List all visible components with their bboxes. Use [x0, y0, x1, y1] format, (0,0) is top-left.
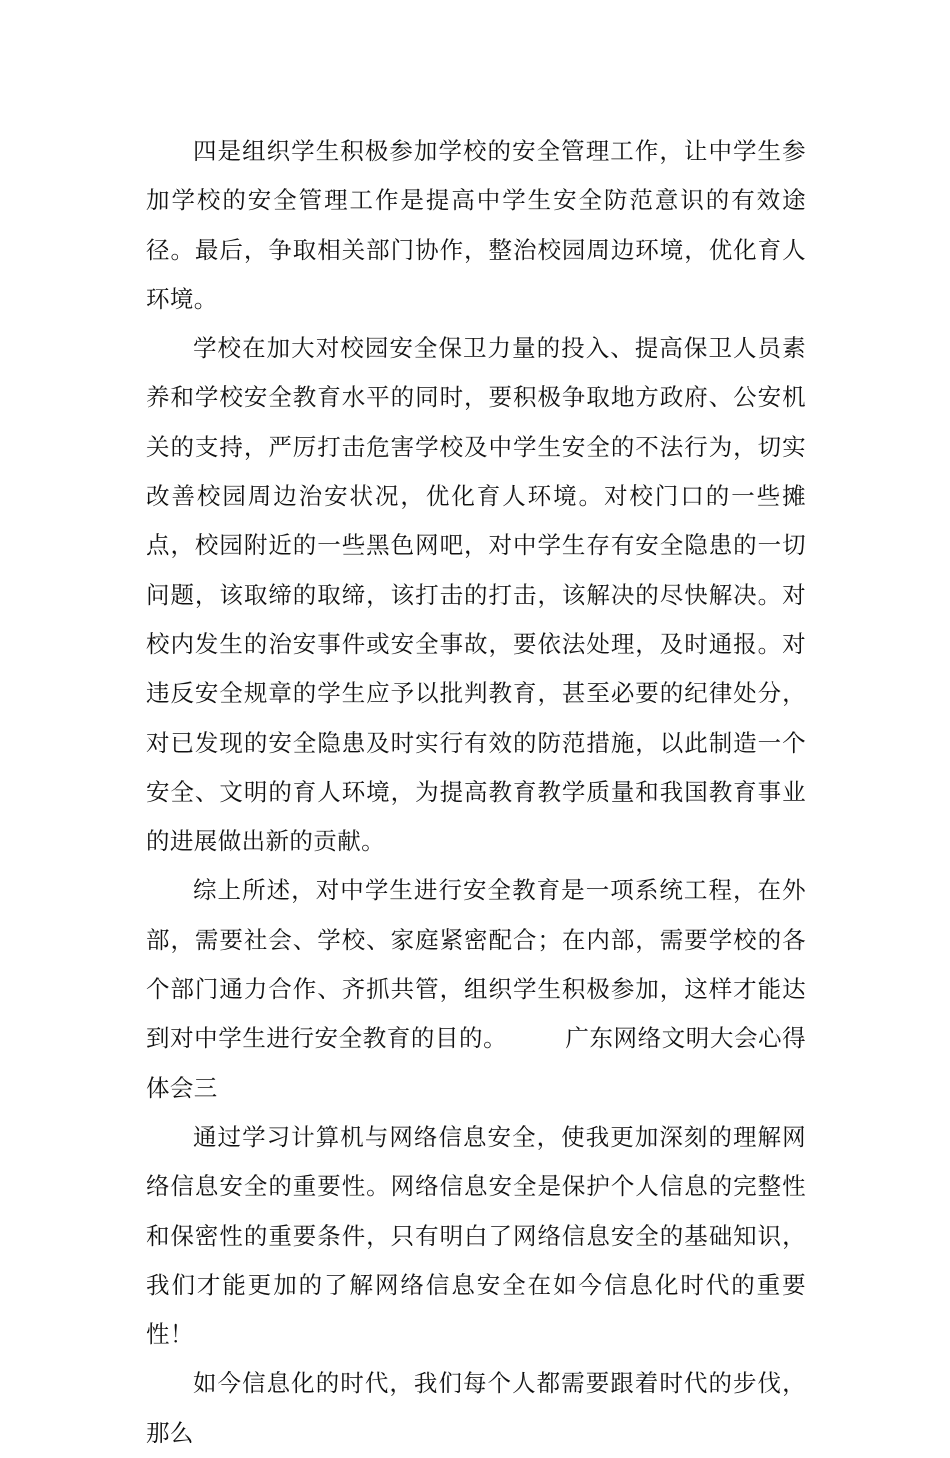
section-heading: 广东网络文明大会心得体会三: [146, 1024, 807, 1102]
paragraph-1-text: 四是组织学生积极参加学校的安全管理工作，让中学生参加学校的安全管理工作是提高中学生安全防范意识的有效途径。最后，争取相关部门协作，整治校园周边环境，优化育人环境。: [146, 137, 806, 313]
paragraph-2: [146, 324, 806, 866]
paragraph-4: [146, 1113, 806, 1359]
paragraph-3: [146, 866, 806, 1112]
paragraph-5-text: 如今信息化的时代，我们每个人都需要跟着时代的步伐，那么: [146, 1369, 806, 1447]
paragraph-1: [146, 127, 806, 324]
paragraph-5: [146, 1359, 806, 1458]
paragraph-4-text: 通过学习计算机与网络信息安全，使我更加深刻的理解网络信息安全的重要性。网络信息安全是保护个人信息的完整性和保密性的重要条件，只有明白了网络信息安全的基础知识，我们才能更加的了解网络信息安全在如今信息化时代的重要性！: [146, 1122, 806, 1349]
paragraph-3-text: 综上所述，对中学生进行安全教育是一项系统工程，在外部，需要社会、学校、家庭紧密配合；在内部，需要学校的各个部门通力合作、齐抓共管，组织学生积极参加，这样才能达到对中学生进行安全教育的目的。: [146, 876, 806, 1053]
paragraph-2-text: 学校在加大对校园安全保卫力量的投入、提高保卫人员素养和学校安全教育水平的同时，要积极争取地方政府、公安机关的支持，严厉打击危害学校及中学生安全的不法行为，切实改善校园周边治安状况，优化育人环境。对校门口的一些摊点，校园附近的一些黑色网吧，对中学生存有安全隐患的一切问题，该取缔的取缔，该打击的打击，该解决的尽快解决。对校内发生的治安事件或安全事故，要依法处理，及时通报。对违反安全规章的学生应予以批判教育，甚至必要的纪律处分，对已发现的安全隐患及时实行有效的防范措施，以此制造一个安全、文明的育人环境，为提高教育教学质量和我国教育事业的进展做出新的贡献。: [146, 334, 806, 856]
document-body: [146, 127, 806, 1458]
